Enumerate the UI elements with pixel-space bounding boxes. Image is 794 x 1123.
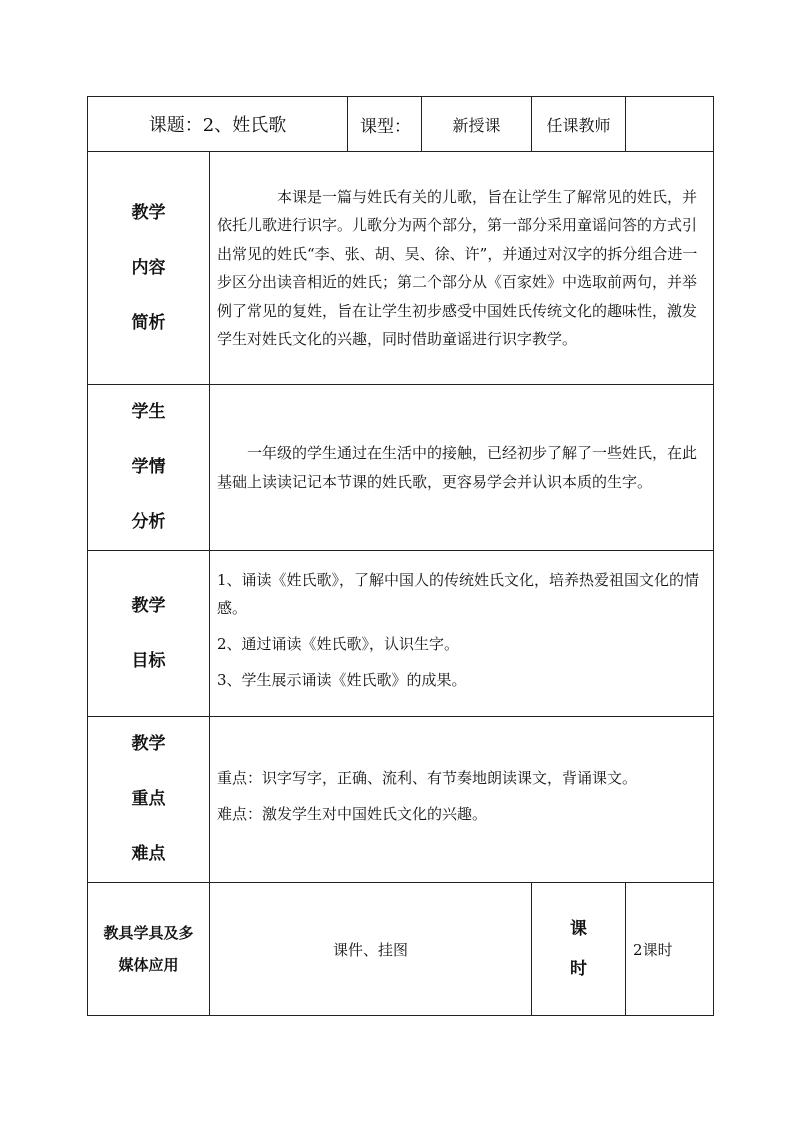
media-label	[88, 883, 210, 1016]
lesson-type-label: 课型：	[348, 97, 422, 152]
key-focus: 重点：识字写字，正确、流利、有节奏地朗读课文，背诵课文。	[217, 768, 638, 787]
label-line: 目标	[131, 650, 166, 671]
label-line: 简析	[131, 312, 166, 333]
label-line: 学情	[131, 457, 166, 477]
lesson-plan-table	[87, 96, 714, 1016]
hours-value: 2课时	[626, 883, 714, 1016]
student-analysis-text: 一年级的学生通过在生活中的接触，已经初步了解了一些姓氏，在此基础上读读记记本节课的姓氏歌，更容易学会并认识本质的生字。	[217, 444, 698, 491]
label-line: 学生	[131, 402, 166, 422]
goal-item: 1、诵读《姓氏歌》，了解中国人的传统姓氏文化，培养热爱祖国文化的情感。	[217, 570, 700, 617]
label-line: 内容	[131, 257, 166, 278]
label-line: 教学	[131, 734, 166, 754]
label-line: 分析	[131, 512, 166, 532]
content-analysis-label	[88, 152, 210, 385]
goal-item: 3、学生展示诵读《姓氏歌》的成果。	[217, 670, 467, 689]
goal-item: 2、通过诵读《姓氏歌》，认识生字。	[217, 634, 460, 653]
label-line: 教学	[131, 595, 166, 616]
label-line: 教学	[131, 202, 166, 223]
teacher-label: 任课教师	[532, 97, 626, 152]
goals-label	[88, 551, 210, 717]
label-line: 课	[570, 919, 588, 939]
content-analysis-row	[88, 152, 714, 385]
label-line: 媒体应用	[118, 956, 179, 974]
key-points-label	[88, 717, 210, 883]
teacher-value	[626, 97, 714, 152]
key-points-row	[88, 717, 714, 883]
label-line: 时	[570, 959, 588, 979]
key-difficulty: 难点：激发学生对中国姓氏文化的兴趣。	[217, 804, 488, 823]
lesson-title: 课题：2、姓氏歌	[88, 97, 348, 152]
label-line: 重点	[131, 789, 166, 809]
goals-row	[88, 551, 714, 717]
label-line: 难点	[131, 844, 166, 864]
media-row	[88, 883, 714, 1016]
media-value: 课件、挂图	[210, 883, 532, 1016]
goals-cell	[210, 551, 714, 717]
label-line: 教具学具及多	[103, 924, 194, 942]
content-analysis-cell	[210, 152, 714, 385]
content-analysis-text: 本课是一篇与姓氏有关的儿歌，旨在让学生了解常见的姓氏，并依托儿歌进行识字。儿歌分为两个部分，第一部分采用童谣问答的方式引出常见的姓氏“李、张、胡、吴、徐、许”，并通过对汉字的拆分组合进一步区分出读音相近的姓氏；第二个部分从《百家姓》中选取前两句，并举例了常见的复姓，旨在让学生初步感受中国姓氏传统文化的趣味性，激发学生对姓氏文化的兴趣，同时借助童谣进行识字教学。	[217, 187, 698, 348]
hours-label	[532, 883, 626, 1016]
header-row	[88, 97, 714, 152]
student-analysis-label	[88, 385, 210, 551]
key-points-cell	[210, 717, 714, 883]
student-analysis-cell	[210, 385, 714, 551]
lesson-type-value: 新授课	[422, 97, 532, 152]
student-analysis-row	[88, 385, 714, 551]
